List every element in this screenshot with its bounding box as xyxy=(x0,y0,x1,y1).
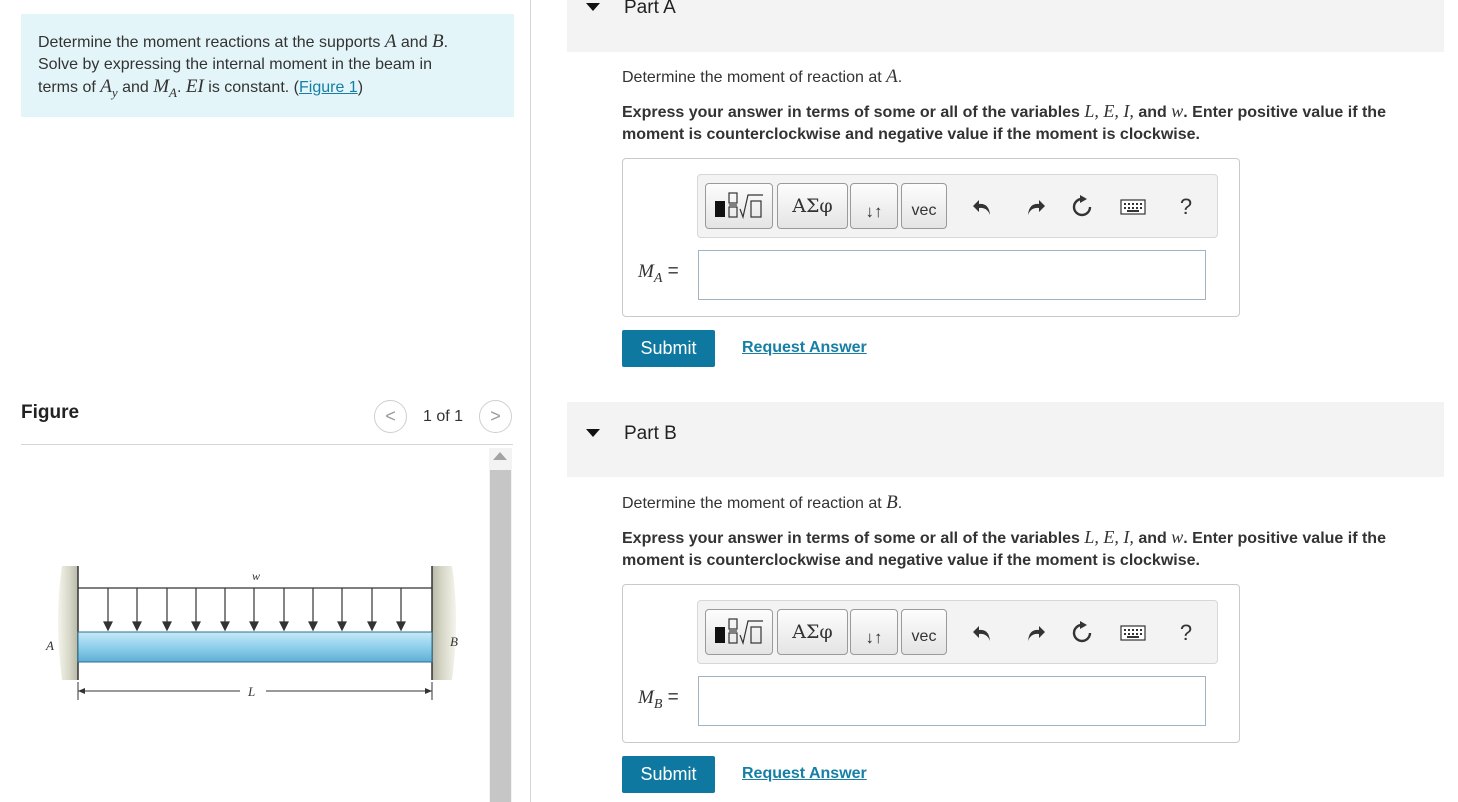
vector-icon: vec xyxy=(911,202,937,219)
column-divider xyxy=(530,0,531,802)
var-ei: EI xyxy=(185,76,204,97)
part-a-answer-input[interactable] xyxy=(698,250,1206,300)
greek-icon: ΑΣφ xyxy=(792,621,833,643)
beam-figure xyxy=(40,558,470,708)
next-figure-button[interactable] xyxy=(479,400,512,433)
figure-link[interactable]: Figure 1 xyxy=(298,79,358,96)
redo-icon[interactable] xyxy=(1022,619,1050,647)
figure-pager xyxy=(374,400,512,433)
templates-icon xyxy=(713,191,765,221)
figure-divider xyxy=(21,444,513,445)
part-b-math-toolbar xyxy=(697,600,1218,664)
subscript-icon: ↓↑ xyxy=(865,202,883,221)
problem-statement xyxy=(21,14,514,117)
subscript-button[interactable] xyxy=(850,609,898,655)
part-b-instructions: Express your answer in terms of some or all of the variables L, E, I, and w. Enter positive value if the moment is counterclockwise and negative value if the moment is clockwise. xyxy=(622,527,1386,569)
part-a-title[interactable]: Part A xyxy=(624,0,676,18)
var-ma: $M_A$ xyxy=(153,76,177,100)
subscript-icon: ↓↑ xyxy=(865,628,883,647)
part-a-math-toolbar xyxy=(697,174,1218,238)
vector-button[interactable] xyxy=(901,609,947,655)
part-a-answer-box xyxy=(622,158,1240,317)
greek-icon: ΑΣφ xyxy=(792,195,833,217)
var-a: A xyxy=(384,31,397,52)
prev-figure-button[interactable] xyxy=(374,400,407,433)
undo-icon[interactable] xyxy=(968,619,996,647)
chevron-right-icon: > xyxy=(490,406,501,426)
figure-scrollbar-thumb[interactable] xyxy=(490,470,511,802)
dimension-arrow-right xyxy=(425,688,432,694)
redo-icon[interactable] xyxy=(1022,193,1050,221)
vector-button[interactable] xyxy=(901,183,947,229)
label-b: B xyxy=(450,634,458,649)
part-b-header[interactable] xyxy=(567,402,1444,477)
part-a-header[interactable] xyxy=(567,0,1444,52)
part-b-request-answer-link[interactable]: Request Answer xyxy=(742,765,867,782)
help-icon[interactable]: ? xyxy=(1179,194,1193,219)
help-icon[interactable]: ? xyxy=(1179,620,1193,645)
left-wall xyxy=(58,566,78,680)
part-a-submit-button[interactable]: Submit xyxy=(622,330,715,367)
var-b: B xyxy=(432,31,444,52)
problem-line-1: Determine the moment reactions at the supports A and B. xyxy=(38,31,449,52)
reset-icon[interactable] xyxy=(1068,619,1096,647)
vector-icon: vec xyxy=(911,628,937,645)
problem-line-2: Solve by expressing the internal moment in the beam in xyxy=(38,56,432,73)
reset-icon[interactable] xyxy=(1068,193,1096,221)
figure-count: 1 of 1 xyxy=(422,407,464,425)
subscript-button[interactable] xyxy=(850,183,898,229)
undo-icon[interactable] xyxy=(968,193,996,221)
label-a: A xyxy=(46,638,54,653)
label-w: w xyxy=(252,569,261,583)
label-l: L xyxy=(248,684,256,699)
templates-icon xyxy=(713,617,765,647)
distributed-load-arrows xyxy=(104,588,405,630)
part-b-title[interactable]: Part B xyxy=(624,423,677,444)
templates-button[interactable] xyxy=(705,183,773,229)
greek-button[interactable] xyxy=(777,183,848,229)
part-b-answer-input[interactable] xyxy=(698,676,1206,726)
part-a-variable-label: $M_A$ = xyxy=(638,261,679,286)
part-a-question: Determine the moment of reaction at A. xyxy=(622,66,903,87)
dimension-arrow-left xyxy=(78,688,85,694)
beam xyxy=(78,632,432,662)
caret-down-icon[interactable] xyxy=(586,3,600,11)
part-b-variable-label: $M_B$ = xyxy=(638,687,679,712)
keyboard-icon[interactable] xyxy=(1118,193,1148,221)
keyboard-icon[interactable] xyxy=(1118,619,1148,647)
figure-title: Figure xyxy=(21,402,80,423)
scroll-up-arrow-icon[interactable] xyxy=(493,452,507,460)
right-wall xyxy=(432,566,456,680)
problem-line-3: terms of $A_y$ and $M_A$. EI is constant. (Figure 1) xyxy=(38,76,364,100)
part-a-instructions: Express your answer in terms of some or all of the variables L, E, I, and w. Enter positive value if the moment is counterclockwise and negative value if the moment is clockwise. xyxy=(622,101,1386,143)
chevron-left-icon: < xyxy=(385,406,396,426)
greek-button[interactable] xyxy=(777,609,848,655)
part-a-request-answer-link[interactable]: Request Answer xyxy=(742,339,867,356)
var-ay: $A_y$ xyxy=(100,76,118,100)
caret-down-icon[interactable] xyxy=(586,429,600,437)
part-b-submit-button[interactable]: Submit xyxy=(622,756,715,793)
part-b-answer-box xyxy=(622,584,1240,743)
templates-button[interactable] xyxy=(705,609,773,655)
part-b-question: Determine the moment of reaction at B. xyxy=(622,492,903,513)
